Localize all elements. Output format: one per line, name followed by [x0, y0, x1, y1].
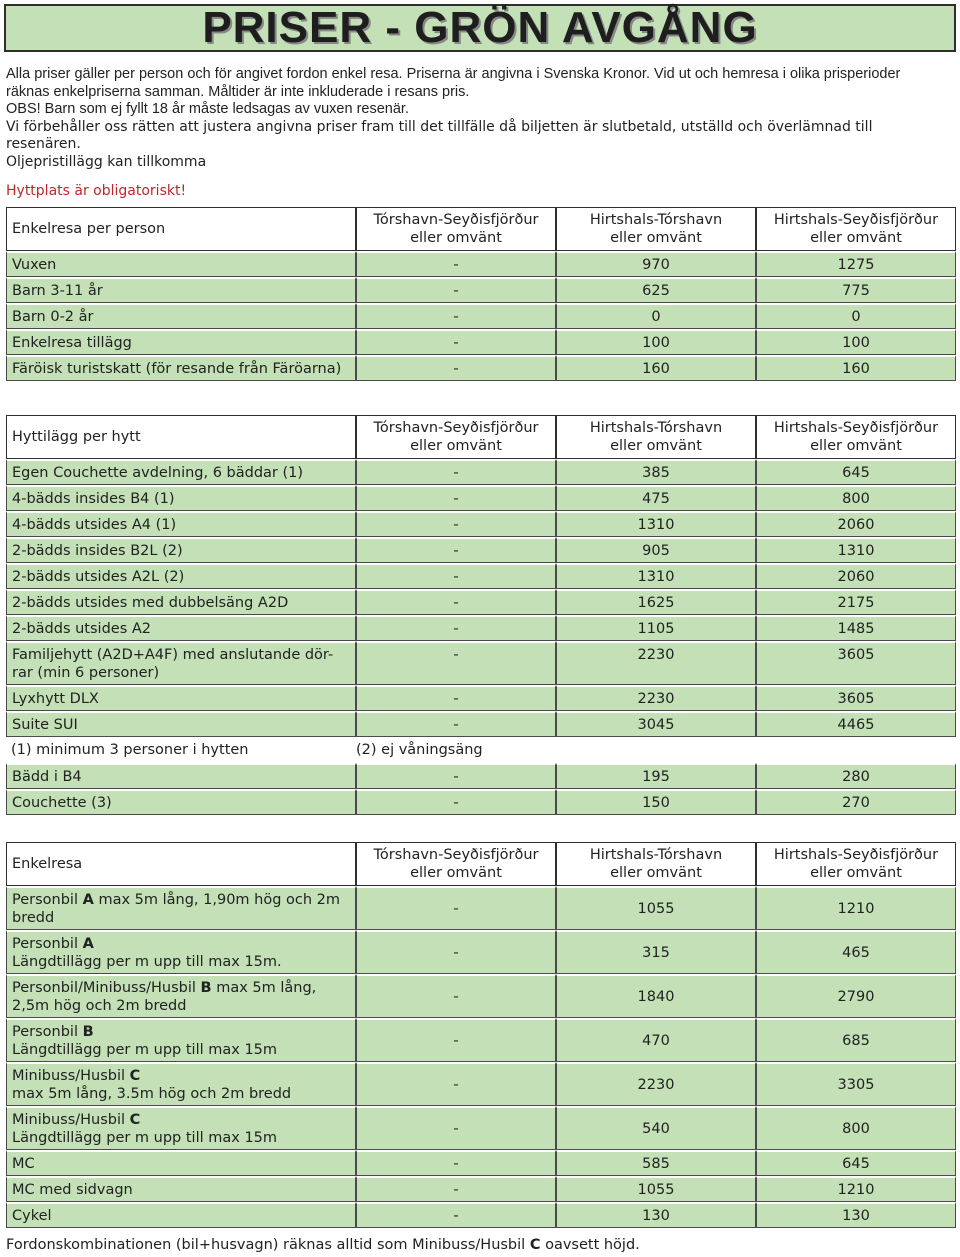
table-row — [6, 615, 956, 641]
table-header — [6, 415, 956, 459]
row-label: Minibuss/Husbil C Längdtillägg per m upp till max 15m — [6, 1106, 356, 1150]
footer-note: Fordonskombinationen (bil+husvagn) räknas alltid som Minibuss/Husbil C oavsett höjd. — [6, 1237, 640, 1253]
table-row — [6, 763, 956, 789]
price-cell: 1310 — [756, 537, 956, 563]
price-cell: 465 — [756, 930, 956, 974]
route-header-2: Hirtshals-Tórshavn eller omvänt — [556, 842, 756, 886]
price-cell: - — [356, 1202, 556, 1228]
price-cell: - — [356, 615, 556, 641]
table-row — [6, 641, 956, 685]
table-row — [6, 1150, 956, 1176]
row-label: Familjehytt (A2D+A4F) med anslutande dör- rar (min 6 personer) — [6, 641, 356, 685]
route-header-3: Hirtshals-Seyðisfjörður eller omvänt — [756, 842, 956, 886]
row-label: MC — [6, 1150, 356, 1176]
price-cell: - — [356, 537, 556, 563]
price-cell: 2230 — [556, 685, 756, 711]
table-row — [6, 685, 956, 711]
route-header-1: Tórshavn-Seyðisfjörður eller omvänt — [356, 842, 556, 886]
price-cell: 385 — [556, 459, 756, 485]
table-row — [6, 930, 956, 974]
price-cell: 0 — [556, 303, 756, 329]
footnote-row — [6, 737, 956, 763]
table-row — [6, 1176, 956, 1202]
price-cell: - — [356, 511, 556, 537]
route-header-1: Tórshavn-Seyðisfjörður eller omvänt — [356, 415, 556, 459]
price-cell: - — [356, 563, 556, 589]
price-cell: - — [356, 886, 556, 930]
price-cell: - — [356, 277, 556, 303]
price-cell: - — [356, 763, 556, 789]
intro-line-2: OBS! Barn som ej fyllt 18 år måste ledsagas av vuxen resenär. — [6, 101, 409, 117]
price-cell: - — [356, 974, 556, 1018]
row-label: 2-bädds utsides A2 — [6, 615, 356, 641]
row-label: Barn 0-2 år — [6, 303, 356, 329]
price-cell: - — [356, 711, 556, 737]
price-cell: 800 — [756, 1106, 956, 1150]
table-row — [6, 537, 956, 563]
intro-line-3: Vi förbehåller oss rätten att justera angivna priser fram till det tillfälle då biljetten är slutbetald, utställd och överlämnad till resenären. — [6, 118, 873, 152]
price-cell: 645 — [756, 459, 956, 485]
row-label: Couchette (3) — [6, 789, 356, 815]
price-cell: 1625 — [556, 589, 756, 615]
row-label: Personbil A Längdtillägg per m upp till max 15m. — [6, 930, 356, 974]
price-cell: - — [356, 1176, 556, 1202]
row-label: 4-bädds utsides A4 (1) — [6, 511, 356, 537]
table-row — [6, 1062, 956, 1106]
price-cell: 3045 — [556, 711, 756, 737]
price-cell: - — [356, 641, 556, 685]
row-label: MC med sidvagn — [6, 1176, 356, 1202]
price-cell: 195 — [556, 763, 756, 789]
price-cell: - — [356, 1106, 556, 1150]
price-cell: 970 — [556, 251, 756, 277]
price-cell: 2060 — [756, 563, 956, 589]
row-label: Bädd i B4 — [6, 763, 356, 789]
price-cell: - — [356, 355, 556, 381]
price-cell: 2175 — [756, 589, 956, 615]
row-label: Minibuss/Husbil C max 5m lång, 3.5m hög och 2m bredd — [6, 1062, 356, 1106]
table-row — [6, 886, 956, 930]
price-cell: 645 — [756, 1150, 956, 1176]
table-row — [6, 589, 956, 615]
table-row — [6, 789, 956, 815]
table-row — [6, 329, 956, 355]
table-row — [6, 355, 956, 381]
table-row — [6, 1106, 956, 1150]
route-header-3: Hirtshals-Seyðisfjörður eller omvänt — [756, 415, 956, 459]
price-cell: 1210 — [756, 886, 956, 930]
table-row — [6, 711, 956, 737]
price-cell: 685 — [756, 1018, 956, 1062]
row-label: Barn 3-11 år — [6, 277, 356, 303]
price-cell: 1310 — [556, 563, 756, 589]
row-label: Färöisk turistskatt (för resande från Färöarna) — [6, 355, 356, 381]
table-row — [6, 974, 956, 1018]
footnote-2: (2) ej våningsäng — [356, 737, 956, 763]
price-cell: 2230 — [556, 641, 756, 685]
price-cell: - — [356, 459, 556, 485]
cabin-price-table — [6, 415, 956, 815]
price-cell: 3605 — [756, 685, 956, 711]
route-header-2: Hirtshals-Tórshavn eller omvänt — [556, 207, 756, 251]
price-cell: 475 — [556, 485, 756, 511]
price-cell: 2230 — [556, 1062, 756, 1106]
intro-line-5: Hyttplats är obligatoriskt! — [6, 183, 187, 199]
row-label: Vuxen — [6, 251, 356, 277]
price-cell: 540 — [556, 1106, 756, 1150]
price-cell: - — [356, 1018, 556, 1062]
price-cell: 1310 — [556, 511, 756, 537]
price-cell: 2790 — [756, 974, 956, 1018]
row-label: 2-bädds utsides A2L (2) — [6, 563, 356, 589]
price-cell: 470 — [556, 1018, 756, 1062]
price-cell: 160 — [556, 355, 756, 381]
table-header-label: Enkelresa — [6, 842, 356, 886]
price-cell: 625 — [556, 277, 756, 303]
table-header — [6, 207, 956, 251]
price-cell: 1055 — [556, 886, 756, 930]
price-cell: - — [356, 251, 556, 277]
price-cell: 100 — [756, 329, 956, 355]
price-cell: 150 — [556, 789, 756, 815]
route-header-1: Tórshavn-Seyðisfjörður eller omvänt — [356, 207, 556, 251]
route-header-2: Hirtshals-Tórshavn eller omvänt — [556, 415, 756, 459]
row-label: 4-bädds insides B4 (1) — [6, 485, 356, 511]
table-header — [6, 842, 956, 886]
price-cell: - — [356, 1150, 556, 1176]
price-cell: - — [356, 485, 556, 511]
price-cell: 1105 — [556, 615, 756, 641]
table-header-label: Enkelresa per person — [6, 207, 356, 251]
table-row — [6, 1202, 956, 1228]
page-title: PRISER - GRÖN AVGÅNG — [202, 3, 758, 52]
row-label: Egen Couchette avdelning, 6 bäddar (1) — [6, 459, 356, 485]
price-cell: 4465 — [756, 711, 956, 737]
price-cell: 905 — [556, 537, 756, 563]
row-label: Lyxhytt DLX — [6, 685, 356, 711]
price-cell: 1210 — [756, 1176, 956, 1202]
intro-text — [6, 66, 946, 201]
price-cell: - — [356, 685, 556, 711]
price-cell: 585 — [556, 1150, 756, 1176]
price-cell: 1055 — [556, 1176, 756, 1202]
price-cell: 270 — [756, 789, 956, 815]
row-label: Suite SUI — [6, 711, 356, 737]
table-row — [6, 1018, 956, 1062]
price-cell: 1275 — [756, 251, 956, 277]
price-cell: 800 — [756, 485, 956, 511]
intro-line-4: Oljepristillägg kan tillkomma — [6, 153, 207, 170]
vehicle-price-table — [6, 842, 956, 1228]
price-cell: 0 — [756, 303, 956, 329]
price-cell: 2060 — [756, 511, 956, 537]
price-cell: - — [356, 930, 556, 974]
price-cell: 3305 — [756, 1062, 956, 1106]
title-banner — [4, 4, 956, 52]
price-cell: 100 — [556, 329, 756, 355]
price-cell: 3605 — [756, 641, 956, 685]
row-label: 2-bädds insides B2L (2) — [6, 537, 356, 563]
price-cell: 1840 — [556, 974, 756, 1018]
passenger-price-table — [6, 207, 956, 381]
table-row — [6, 563, 956, 589]
intro-line-1: Alla priser gäller per person och för angivet fordon enkel resa. Priserna är angivna i Svenska Kronor. Vid ut och hemresa i olika prisperioder räknas enkelpriserna samman. Måltider är inte inkluderade i resans pris. — [6, 66, 901, 100]
row-label: Personbil A max 5m lång, 1,90m hög och 2m bredd — [6, 886, 356, 930]
price-cell: 130 — [556, 1202, 756, 1228]
row-label: Personbil/Minibuss/Husbil B max 5m lång, 2,5m hög och 2m bredd — [6, 974, 356, 1018]
price-cell: 315 — [556, 930, 756, 974]
price-cell: - — [356, 329, 556, 355]
row-label: Enkelresa tillägg — [6, 329, 356, 355]
table-row — [6, 459, 956, 485]
table-row — [6, 511, 956, 537]
row-label: Cykel — [6, 1202, 356, 1228]
price-cell: 775 — [756, 277, 956, 303]
price-cell: - — [356, 303, 556, 329]
route-header-3: Hirtshals-Seyðisfjörður eller omvänt — [756, 207, 956, 251]
table-header-label: Hyttilägg per hytt — [6, 415, 356, 459]
price-cell: - — [356, 789, 556, 815]
price-cell: 280 — [756, 763, 956, 789]
price-cell: 1485 — [756, 615, 956, 641]
table-row — [6, 251, 956, 277]
price-cell: 160 — [756, 355, 956, 381]
price-cell: - — [356, 589, 556, 615]
row-label: 2-bädds utsides med dubbelsäng A2D — [6, 589, 356, 615]
price-cell: 130 — [756, 1202, 956, 1228]
price-cell: - — [356, 1062, 556, 1106]
footnote-1: (1) minimum 3 personer i hytten — [6, 737, 356, 763]
table-row — [6, 303, 956, 329]
table-row — [6, 277, 956, 303]
table-row — [6, 485, 956, 511]
row-label: Personbil B Längdtillägg per m upp till max 15m — [6, 1018, 356, 1062]
